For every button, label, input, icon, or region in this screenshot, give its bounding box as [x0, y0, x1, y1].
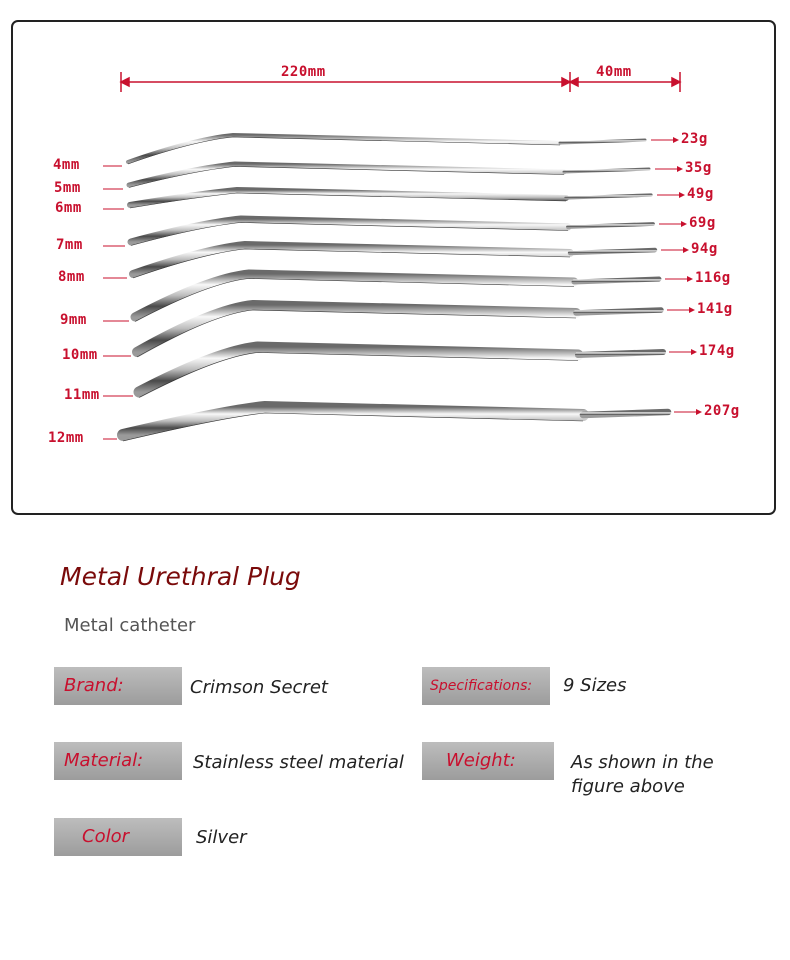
weight-label: 174g	[699, 343, 735, 359]
weight-label: 116g	[695, 270, 731, 286]
specifications-label: Specifications:	[422, 667, 550, 705]
rod-body	[131, 219, 568, 242]
weight-label: 94g	[691, 241, 718, 257]
product-subtitle: Metal catheter	[64, 615, 196, 636]
diameter-label: 4mm	[53, 157, 80, 173]
diameter-label: 5mm	[54, 180, 81, 196]
product-size-figure	[11, 20, 776, 515]
diameter-label: 9mm	[60, 312, 87, 328]
weight-label: 35g	[685, 160, 712, 176]
dimension-main-label: 220mm	[281, 64, 326, 80]
weight-arrowhead	[683, 247, 689, 253]
material-label: Material:	[54, 742, 182, 780]
weight-arrowhead	[677, 166, 683, 172]
weight-arrowhead	[681, 221, 687, 227]
weight-arrowhead	[689, 307, 695, 313]
weight-label: 49g	[687, 186, 714, 202]
dimension-tip-label: 40mm	[596, 64, 632, 80]
weight-label: 207g	[704, 403, 740, 419]
weight-arrowhead	[696, 409, 702, 415]
brand-label: Brand:	[54, 667, 182, 705]
weight-label: 141g	[697, 301, 733, 317]
diameter-label: 12mm	[48, 430, 84, 446]
weight-label: 23g	[681, 131, 708, 147]
rod-tip	[566, 195, 651, 198]
rod-body	[123, 407, 583, 435]
specifications-value: 9 Sizes	[563, 675, 627, 696]
weight-arrowhead	[673, 137, 679, 143]
weight-value: As shown in the figure above	[571, 752, 714, 797]
diameter-label: 8mm	[58, 269, 85, 285]
rod-body	[129, 164, 564, 185]
color-value: Silver	[196, 827, 247, 848]
rod-tip	[576, 310, 661, 313]
rod-tip	[578, 352, 663, 355]
rods-drawing	[13, 22, 776, 515]
rod-tip	[564, 169, 649, 172]
rod-body	[130, 190, 566, 205]
weight-label: Weight:	[422, 742, 554, 780]
rod-body	[139, 347, 578, 392]
weight-arrowhead	[679, 192, 685, 198]
weight-label: 69g	[689, 215, 716, 231]
rod-tip	[560, 140, 645, 143]
rods-group	[103, 135, 702, 441]
rod-tip	[568, 224, 653, 227]
rod-tip	[583, 412, 668, 415]
product-title: Metal Urethral Plug	[60, 562, 301, 591]
diameter-label: 7mm	[56, 237, 83, 253]
diameter-label: 10mm	[62, 347, 98, 363]
weight-arrowhead	[691, 349, 697, 355]
material-value: Stainless steel material	[193, 752, 404, 773]
rod-tip	[574, 279, 659, 282]
weight-arrowhead	[687, 276, 693, 282]
rod-body	[128, 135, 560, 162]
color-label: Color	[54, 818, 182, 856]
brand-value: Crimson Secret	[190, 677, 328, 698]
diameter-label: 11mm	[64, 387, 100, 403]
rod-body	[133, 245, 570, 274]
diameter-label: 6mm	[55, 200, 82, 216]
rod-tip	[570, 250, 655, 253]
